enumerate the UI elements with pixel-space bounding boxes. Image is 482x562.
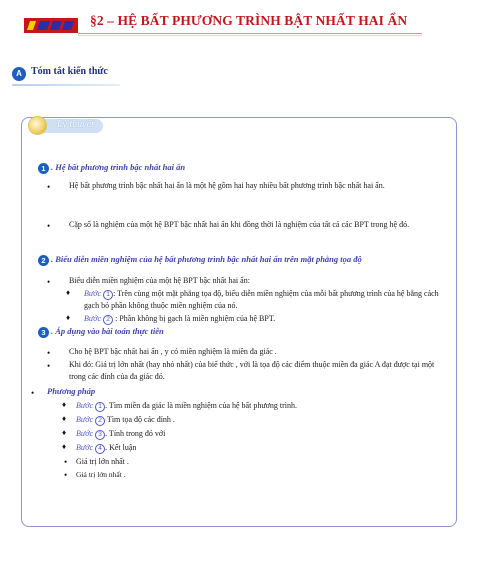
diamond-bullet: ♦ — [66, 313, 71, 322]
bullet-dot: • — [64, 457, 68, 467]
theory-tab-label: Lý thuyết — [57, 119, 94, 130]
section-3-heading — [38, 326, 164, 338]
step-number: 4 — [95, 444, 105, 454]
diamond-bullet: ♦ — [62, 400, 67, 409]
bullet-dot: • — [47, 348, 51, 358]
section-3-bullet-2: Khi đó: Giá trị lớn nhất (hay nhỏ nhất) của biể thức , với là tọa độ các điểm thuộc miền đa giác A đạt được tại một trong các đỉnh của đa giác đó. — [69, 360, 435, 381]
section-a-label: Tóm tắt kiến thức — [31, 66, 108, 77]
section-1-bullet-1: Hệ bất phương trình bậc nhất hai ẩn là một hệ gồm hai hay nhiều bất phương trình bậc nhất hai ẩn. — [69, 181, 385, 190]
method-step-1 — [76, 400, 446, 412]
step-number: 3 — [95, 430, 105, 440]
section-2-step-2 — [84, 313, 454, 325]
header-stripes-logo — [24, 18, 78, 33]
step-label: Bước — [84, 289, 102, 298]
bullet-dot: • — [47, 361, 51, 371]
lightbulb-icon — [29, 117, 46, 134]
header-rule — [78, 33, 422, 34]
bullet-dot: • — [47, 277, 51, 287]
theory-tab — [27, 117, 109, 134]
method-title: Phương pháp — [47, 386, 96, 396]
diamond-bullet: ♦ — [62, 414, 67, 423]
bullet-dot: • — [47, 182, 51, 192]
step-label: Bước — [76, 415, 94, 424]
step-label: Bước — [76, 443, 94, 452]
step-number: 2 — [103, 315, 113, 325]
method-step-2 — [76, 414, 446, 426]
step-number: 1 — [95, 402, 105, 412]
step-text: : Phần không bị gạch là miền nghiệm của hệ BPT. — [113, 314, 276, 323]
step-label: Bước — [84, 314, 102, 323]
bullet-dot: • — [31, 388, 35, 398]
bullet-dot: • — [64, 470, 68, 480]
step-text: Tìm tọa độ các đỉnh . — [105, 415, 175, 424]
method-step-4 — [76, 442, 446, 454]
section-3-bullet-1: Cho hệ BPT bậc nhất hai ẩn , y có miền nghiệm là miền đa giác . — [69, 347, 277, 356]
section-1-heading — [38, 162, 185, 174]
section-a-badge: A — [12, 67, 26, 81]
step-text: : Trên cùng một mặt phẳng tọa độ, biểu diễn miền nghiệm của mỗi bất phương trình của hệ bằng cách gạch bỏ phần không thuộc miền nghiệm của nó. — [84, 289, 439, 310]
page-title: §2 – HỆ BẤT PHƯƠNG TRÌNH BẬT NHẤT HAI ẨN — [90, 13, 408, 28]
diamond-bullet: ♦ — [62, 428, 67, 437]
section-1-title: . Hệ bất phương trình bậc nhất hai ẩn — [51, 162, 186, 172]
method-result-1: Giá trị lớn nhất . — [76, 457, 129, 466]
header-rule-secondary — [78, 35, 422, 36]
step-label: Bước — [76, 429, 94, 438]
method-result-2: Giá trị lớn nhất . — [76, 470, 126, 479]
step-label: Bước — [76, 401, 94, 410]
step-text: . Tính trong đó với — [105, 429, 166, 438]
diamond-bullet: ♦ — [66, 288, 71, 297]
section-3-title: . Áp dụng vào bài toán thực tiễn — [51, 326, 164, 336]
section-1-number: 1 — [38, 163, 49, 174]
bullet-dot: • — [47, 221, 51, 231]
step-text: . Kết luận — [105, 443, 137, 452]
step-number: 1 — [103, 290, 113, 300]
step-text: . Tìm miền đa giác là miền nghiệm của hệ bất phương trình. — [105, 401, 298, 410]
section-1-bullet-2: Cặp số là nghiệm của một hệ BPT bậc nhất hai ẩn khi đồng thời là nghiệm của tất cả các BPT trong hệ đó. — [69, 220, 410, 229]
method-step-3 — [76, 428, 446, 440]
section-2-title: . Biểu diễn miền nghiệm của hệ bất phương trình bậc nhất hai ẩn trên mặt phẳng tọa độ — [51, 254, 362, 264]
section-2-step-1 — [84, 288, 454, 312]
diamond-bullet: ♦ — [62, 442, 67, 451]
section-2-number: 2 — [38, 255, 49, 266]
section-2-bullet-1: Biểu diễn miền nghiệm của một hệ BPT bậc nhất hai ẩn: — [69, 276, 250, 285]
section-3-number: 3 — [38, 327, 49, 338]
section-a-underline — [12, 84, 120, 86]
step-number: 2 — [95, 416, 105, 426]
section-2-heading — [38, 254, 362, 266]
